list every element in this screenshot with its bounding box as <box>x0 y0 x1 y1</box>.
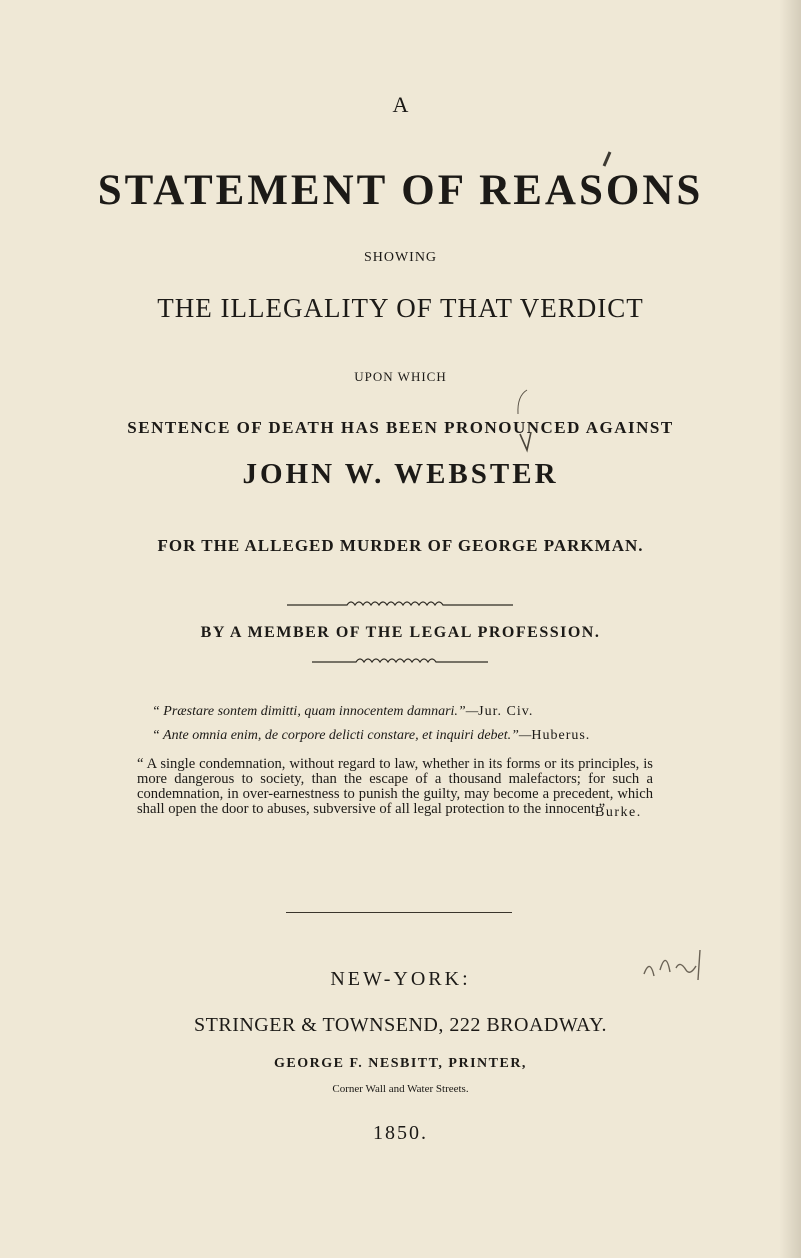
upon-which-label: UPON WHICH <box>354 369 447 384</box>
author-attribution: BY A MEMBER OF THE LEGAL PROFESSION. <box>200 624 601 641</box>
imprint-publisher: STRINGER & TOWNSEND, 222 BROADWAY. <box>194 1014 607 1036</box>
pencil-mark-check <box>505 384 545 494</box>
main-title: STATEMENT OF REASONS <box>97 167 704 214</box>
imprint-city: NEW-YORK: <box>330 968 471 990</box>
wavy-rule-bottom <box>312 655 488 667</box>
showing-label: SHOWING <box>363 250 438 265</box>
sentence-line: SENTENCE OF DEATH HAS BEEN PRONOUNCED AGAINST <box>127 418 674 437</box>
defendant-name: JOHN W. WEBSTER <box>242 458 559 490</box>
imprint-year: 1850. <box>373 1122 428 1144</box>
epigraph-author: Huberus. <box>531 728 591 743</box>
epigraph-author: Jur. Civ. <box>478 704 534 719</box>
imprint-address: Corner Wall and Water Streets. <box>332 1083 469 1095</box>
imprint-printer: GEORGE F. NESBITT, PRINTER, <box>274 1056 527 1071</box>
epigraph-huberus <box>152 728 590 744</box>
epigraph-jur-civ <box>152 704 533 720</box>
burke-author: Burke. <box>595 805 642 820</box>
epigraph-text: “ Præstare sontem dimitti, quam innocentem damnari.”— <box>152 704 479 719</box>
wavy-rule-top <box>287 598 513 610</box>
divider-rule <box>286 912 512 913</box>
burke-quote: “ A single condemnation, without regard to law, whether in its forms or its principles, is more dangerous to society, than the escape of a thousand malefactors; for such a condemnation, in over-earnestness to punish the guilty, may become a precedent, which shall open the door to abuses, subversive of all legal protection to the innocent.” <box>137 756 653 817</box>
article-a: A <box>392 92 409 117</box>
epigraph-text: “ Ante omnia enim, de corpore delicti constare, et inquiri debet.”— <box>152 728 532 743</box>
pencil-mark-tick <box>600 150 614 168</box>
illegality-heading: THE ILLEGALITY OF THAT VERDICT <box>157 293 644 323</box>
alleged-murder-line: FOR THE ALLEGED MURDER OF GEORGE PARKMAN. <box>157 536 644 555</box>
